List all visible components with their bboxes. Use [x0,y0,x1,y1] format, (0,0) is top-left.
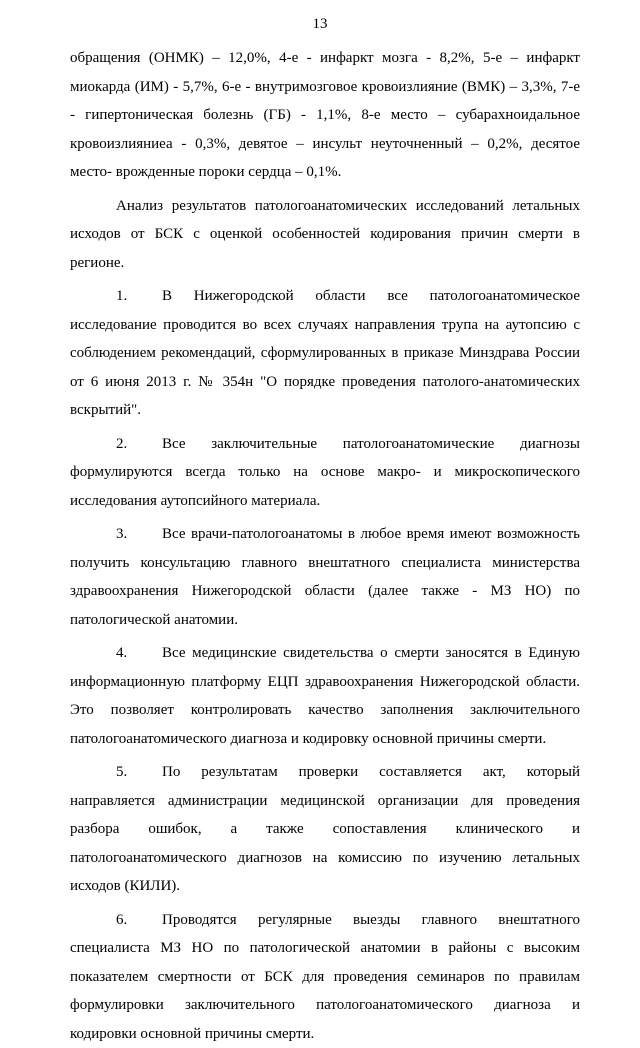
list-item-text: По результатам проверки составляется акт, который направляется администрации медицинской организации для проведения разбора ошибок, а также сопоставления клинического и патологоанатомического диагнозов на комиссию по изучению летальных исходов (КИЛИ). [70,764,580,894]
page-number: 13 [0,14,640,34]
paragraph-continuation: обращения (ОНМК) – 12,0%, 4-е - инфаркт мозга - 8,2%, 5-е – инфаркт миокарда (ИМ) - 5,7%, 6-е - внутримозговое кровоизлияние (ВМК) – 3,3%, 7-е - гипертоническая болезнь (ГБ) - 1,1%, 8-е место – субарахноидальное кровоизлияниеа - 0,3%, девятое – инсульт неуточненный – 0,2%, десятое место- врожденные пороки сердца – 0,1%. [70,44,580,187]
list-item-2 [70,430,580,516]
list-item-number: 2. [116,430,162,459]
list-item-text: Проводятся регулярные выезды главного внештатного специалиста МЗ НО по патологической анатомии в районы с высоким показателем смертности от БСК для проведения семинаров по правилам формулировки заключительного патологоанатомического диагноза и кодировки основной причины смерти. [70,912,580,1042]
list-item-number: 6. [116,906,162,935]
list-item-3 [70,520,580,634]
list-item-number: 1. [116,282,162,311]
list-item-1 [70,282,580,425]
list-item-number: 5. [116,758,162,787]
document-body [70,44,580,1048]
list-item-text: В Нижегородской области все патологоанатомическое исследование проводится во всех случаях направления трупа на аутопсию с соблюдением рекомендаций, сформулированных в приказе Минздрава России от 6 июня 2013 г. № 354н "О порядке проведения патолого-анатомических вскрытий". [70,288,580,418]
list-item-text: Все медицинские свидетельства о смерти заносятся в Единую информационную платформу ЕЦП здравоохранения Нижегородской области. Это позволяет контролировать качество заполнения заключительного патологоанатомического диагноза и кодировку основной причины смерти. [70,645,580,747]
list-item-5 [70,758,580,901]
list-item-number: 4. [116,639,162,668]
paragraph-analysis-intro: Анализ результатов патологоанатомических исследований летальных исходов от БСК с оценкой особенностей кодирования причин смерти в регионе. [70,192,580,278]
list-item-4 [70,639,580,753]
list-item-6 [70,906,580,1048]
list-item-number: 3. [116,520,162,549]
list-item-text: Все заключительные патологоанатомические диагнозы формулируются всегда только на основе макро- и микроскопического исследования аутопсийного материала. [70,436,580,509]
list-item-text: Все врачи-патологоанатомы в любое время имеют возможность получить консультацию главного внештатного специалиста министерства здравоохранения Нижегородской области (далее также - МЗ НО) по патологической анатомии. [70,526,580,628]
